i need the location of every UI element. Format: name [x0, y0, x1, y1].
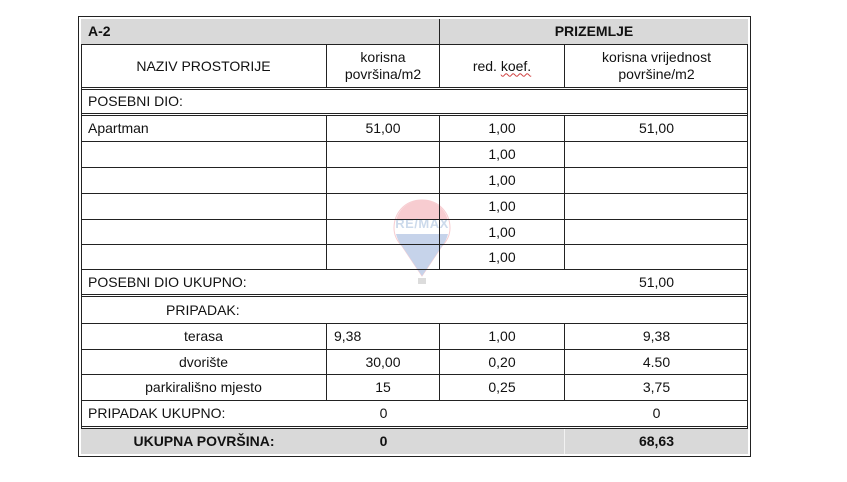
- posebni-total-label: POSEBNI DIO UKUPNO:: [88, 273, 247, 290]
- table-row: [81, 375, 748, 401]
- header-row-title: [81, 19, 748, 45]
- column-header-name: NAZIV PROSTORIJE: [81, 45, 327, 87]
- table-row: [81, 324, 748, 350]
- unit-label: A-2: [81, 19, 440, 44]
- room-value: 3,75: [642, 379, 671, 395]
- column-header-area: [327, 45, 440, 87]
- table-row: [81, 194, 748, 220]
- room-value: 51,00: [638, 120, 675, 136]
- section-pripadak-title: PRIPADAK:: [166, 301, 240, 318]
- room-coef: 1,00: [440, 324, 565, 349]
- pripadak-total-coef: [440, 401, 565, 426]
- table-row: [81, 220, 748, 245]
- room-name: [81, 245, 327, 269]
- column-header-coef-word: koef.: [500, 57, 532, 74]
- table-row: [81, 245, 748, 270]
- column-header-area-line1: korisna: [360, 49, 406, 65]
- room-area: 51,00: [327, 116, 440, 141]
- room-coef: 1,00: [440, 168, 565, 193]
- table-row: [81, 168, 748, 194]
- posebni-total-area: [327, 270, 440, 294]
- header-row-columns: [81, 45, 748, 90]
- section-pripadak-title-row: [81, 297, 748, 324]
- room-name: [81, 194, 327, 219]
- pripadak-total-area: 0: [379, 405, 388, 421]
- room-name: [81, 220, 327, 244]
- pripadak-total-row: [81, 401, 748, 429]
- room-coef: 1,00: [440, 142, 565, 167]
- room-area: [327, 245, 440, 269]
- room-name: parkirališno mjesto: [81, 375, 327, 400]
- section-posebni-title: POSEBNI DIO:: [88, 93, 183, 109]
- column-header-value: [565, 45, 748, 87]
- room-value: [565, 142, 748, 167]
- pripadak-total-label: PRIPADAK UKUPNO:: [88, 405, 226, 421]
- watermark-text: RE/MAX: [395, 216, 449, 231]
- posebni-total-value: 51,00: [638, 273, 675, 290]
- room-area: 15: [327, 375, 440, 400]
- room-area: [327, 194, 440, 219]
- room-coef: 1,00: [440, 194, 565, 219]
- room-name: Apartman: [81, 116, 327, 141]
- room-area: [327, 220, 440, 244]
- pripadak-total-value: 0: [652, 405, 661, 421]
- posebni-total-coef: [440, 270, 565, 294]
- table-row: [81, 116, 748, 142]
- room-value: [565, 168, 748, 193]
- grand-total-coef: [440, 429, 565, 454]
- grand-total-row: [81, 429, 748, 454]
- room-area: [327, 142, 440, 167]
- posebni-total-row: [81, 270, 748, 297]
- table-row: [81, 142, 748, 168]
- floor-label: PRIZEMLJE: [440, 19, 748, 44]
- room-coef: 1,00: [440, 220, 565, 244]
- room-coef: 0,20: [440, 350, 565, 374]
- room-name: [81, 168, 327, 193]
- room-coef: 1,00: [440, 245, 565, 269]
- room-name: terasa: [81, 324, 327, 349]
- column-header-area-line2: površina/m2: [344, 66, 422, 82]
- room-area: 9,38: [327, 324, 440, 349]
- section-posebni-title-row: [81, 90, 748, 116]
- room-area: [327, 168, 440, 193]
- room-name: dvorište: [81, 350, 327, 374]
- grand-total-label: UKUPNA POVRŠINA:: [81, 429, 327, 454]
- room-name: [81, 142, 327, 167]
- table-row: [81, 350, 748, 375]
- column-header-value-line1: korisna vrijednost: [602, 49, 711, 65]
- room-value: [565, 245, 748, 269]
- column-header-value-line2: površine/m2: [618, 66, 695, 82]
- column-header-coef-prefix: red.: [472, 57, 501, 74]
- room-value: 9,38: [642, 328, 671, 344]
- room-coef: 1,00: [440, 116, 565, 141]
- grand-total-value: 68,63: [565, 429, 748, 454]
- room-value: [565, 194, 748, 219]
- room-value: 4.50: [642, 353, 671, 370]
- room-coef: 0,25: [440, 375, 565, 400]
- grand-total-area: 0: [327, 429, 440, 454]
- room-value: [565, 220, 748, 244]
- column-header-coef: [440, 45, 565, 87]
- room-area: 30,00: [327, 350, 440, 374]
